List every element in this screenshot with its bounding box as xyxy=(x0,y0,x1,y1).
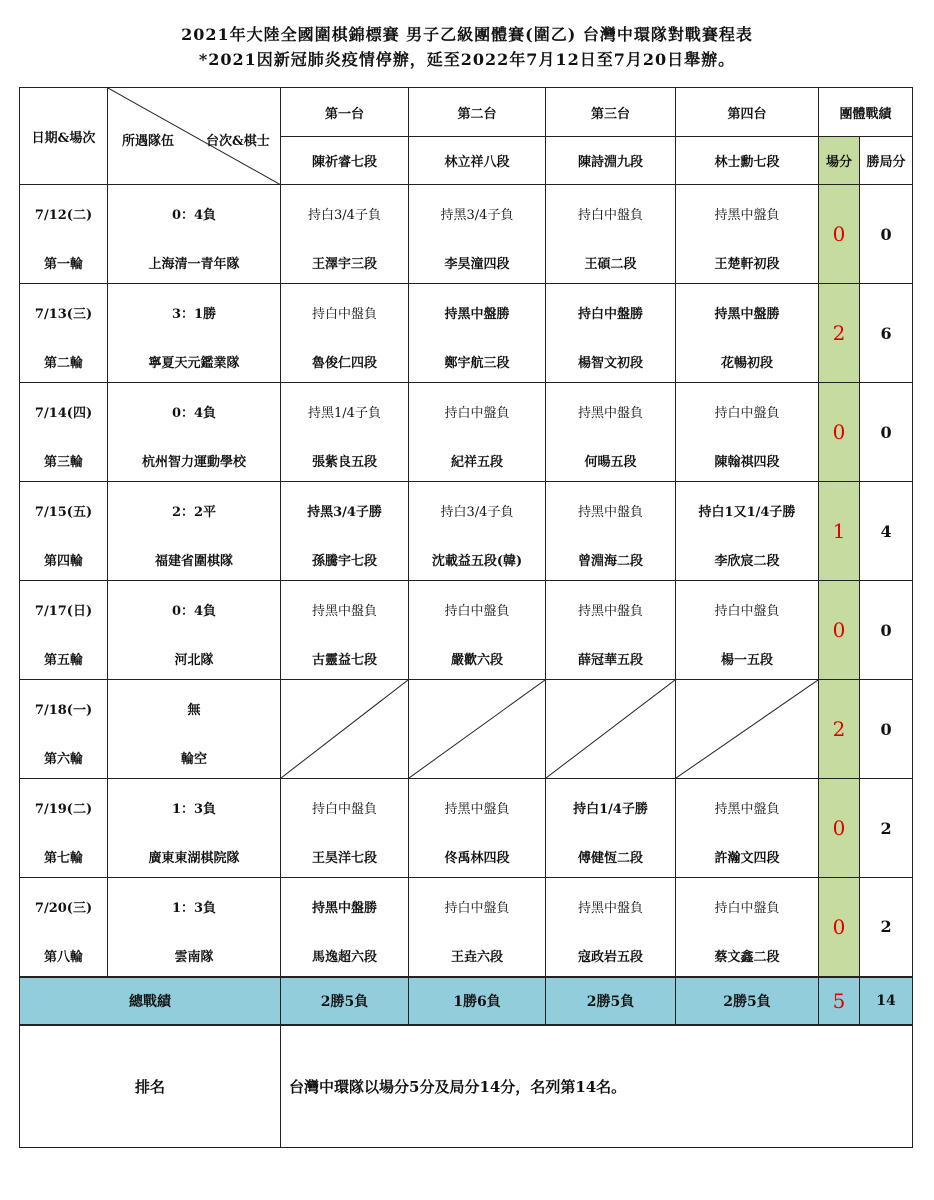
board-3-game xyxy=(546,878,676,977)
board-1-game xyxy=(281,680,409,779)
opponent-player: 王楚軒初段 xyxy=(714,257,780,272)
game-result: 持白中盤負 xyxy=(714,406,780,421)
game-result: 持白中盤負 xyxy=(714,604,780,619)
total-match-points: 5 xyxy=(832,988,846,1013)
opponent-player: 李欣宸二段 xyxy=(714,554,780,569)
match-points: 2 xyxy=(832,321,846,345)
board-2-game xyxy=(409,779,546,878)
header-match-points: 場分 xyxy=(819,137,860,185)
board-1-game xyxy=(281,779,409,878)
table-row xyxy=(20,383,913,482)
schedule-table xyxy=(19,87,913,1148)
table-row xyxy=(20,581,913,680)
date: 7/13(三) xyxy=(34,307,93,322)
game-result: 持黑中盤負 xyxy=(714,208,780,223)
opponent-player: 鄭宇航三段 xyxy=(444,356,510,371)
header-player-1: 陳祈睿七段 xyxy=(281,137,409,185)
total-match-points-cell xyxy=(819,977,860,1025)
date-round-cell xyxy=(20,878,108,977)
board-2-game xyxy=(409,482,546,581)
opponent-team: 福建省圍棋隊 xyxy=(154,554,233,569)
page-subtitle: *2021因新冠肺炎疫情停辦，延至2022年7月12日至7月20日舉辦。 xyxy=(198,50,736,69)
board-4-game xyxy=(676,284,819,383)
total-label: 總戰績 xyxy=(20,977,281,1025)
game-result: 持白3/4子負 xyxy=(308,208,381,223)
board-3-game xyxy=(546,779,676,878)
header-board-3: 第三台 xyxy=(546,88,676,137)
table-row xyxy=(20,779,913,878)
game-points-cell xyxy=(860,284,913,383)
game-result: 持黑中盤勝 xyxy=(444,307,510,322)
date: 7/17(日) xyxy=(34,604,93,619)
game-result: 持黑中盤勝 xyxy=(311,900,377,916)
board-4-game xyxy=(676,878,819,977)
opponent-player: 曾淵海二段 xyxy=(577,554,643,569)
match-points-cell xyxy=(819,878,860,977)
board-3-game xyxy=(546,581,676,680)
board-1-game xyxy=(281,284,409,383)
total-row xyxy=(20,977,913,1025)
opponent-player: 孫騰宇七段 xyxy=(311,554,377,569)
board-4-game xyxy=(676,482,819,581)
opponent-player: 沈載益五段(韓) xyxy=(431,554,523,569)
table-row xyxy=(20,878,913,977)
header-board-4: 第四台 xyxy=(676,88,819,137)
header-team-result: 團體戰績 xyxy=(819,88,913,137)
table-row xyxy=(20,284,913,383)
round: 第四輪 xyxy=(43,554,83,569)
opponent-cell xyxy=(108,185,281,284)
match-score: 3：1勝 xyxy=(171,307,217,322)
round: 第一輪 xyxy=(43,257,83,272)
page-title: 2021年大陸全國圍棋錦標賽 男子乙級團體賽(圍乙) 台灣中環隊對戰賽程表 xyxy=(181,25,753,44)
game-result: 持黑1/4子負 xyxy=(308,406,381,421)
opponent-cell xyxy=(108,284,281,383)
game-result: 持白中盤負 xyxy=(444,900,510,916)
match-points: 0 xyxy=(832,914,846,939)
date: 7/12(二) xyxy=(34,208,93,223)
game-result: 持黑中盤負 xyxy=(577,406,643,421)
round: 第八輪 xyxy=(43,949,83,965)
header-player-3: 陳詩淵九段 xyxy=(546,137,676,185)
match-points: 2 xyxy=(832,717,846,741)
board-2-game xyxy=(409,581,546,680)
opponent-player: 陳翰祺四段 xyxy=(714,455,780,470)
opponent-player: 王昊洋七段 xyxy=(311,851,377,866)
round: 第二輪 xyxy=(43,356,83,371)
date-round-cell xyxy=(20,185,108,284)
game-points: 0 xyxy=(880,422,892,442)
game-result: 持黑中盤負 xyxy=(444,802,510,817)
opponent-player: 張紫良五段 xyxy=(311,455,377,470)
game-points: 2 xyxy=(880,917,892,937)
opponent-player: 蔡文鑫二段 xyxy=(714,949,780,965)
game-points-cell xyxy=(860,779,913,878)
opponent-player: 佟禹林四段 xyxy=(444,851,510,866)
opponent-player: 王碩二段 xyxy=(584,257,637,272)
board-3-game xyxy=(546,284,676,383)
opponent-player: 寇政岩五段 xyxy=(577,949,643,965)
date-round-cell xyxy=(20,680,108,779)
opponent-player: 古靈益七段 xyxy=(311,653,377,668)
game-points-cell xyxy=(860,581,913,680)
opponent-player: 楊智文初段 xyxy=(577,356,643,371)
game-result: 持白中盤負 xyxy=(311,307,377,322)
board-4-game xyxy=(676,581,819,680)
game-result: 持白中盤負 xyxy=(577,208,643,223)
opponent-player: 馬逸超六段 xyxy=(311,949,377,965)
header-opponent: 所遇隊伍 xyxy=(122,134,175,149)
opponent-cell xyxy=(108,482,281,581)
match-points-cell xyxy=(819,185,860,284)
opponent-team: 廣東東湖棋院隊 xyxy=(148,851,240,866)
match-score: 1：3負 xyxy=(171,900,217,916)
game-result: 持黑中盤勝 xyxy=(714,307,780,322)
board-2-game xyxy=(409,680,546,779)
opponent-cell xyxy=(108,581,281,680)
game-points-cell xyxy=(860,482,913,581)
game-result: 持白中盤勝 xyxy=(577,307,643,322)
opponent-cell xyxy=(108,779,281,878)
opponent-player: 王澤宇三段 xyxy=(311,257,377,272)
game-points-cell xyxy=(860,878,913,977)
game-points: 0 xyxy=(880,620,892,640)
game-points-cell xyxy=(860,185,913,284)
opponent-team: 杭州智力運動學校 xyxy=(141,455,246,470)
opponent-cell xyxy=(108,680,281,779)
game-result: 持黑中盤負 xyxy=(714,802,780,817)
match-points: 1 xyxy=(832,519,846,543)
board-1-game xyxy=(281,878,409,977)
match-points: 0 xyxy=(832,420,846,444)
header-player-4: 林士勳七段 xyxy=(676,137,819,185)
opponent-player: 紀祥五段 xyxy=(450,455,503,470)
opponent-player: 傅健恆二段 xyxy=(577,851,643,866)
round: 第六輪 xyxy=(43,752,83,767)
table-row xyxy=(20,680,913,779)
game-result: 持黑3/4子負 xyxy=(440,208,514,223)
opponent-cell xyxy=(108,878,281,977)
match-score: 0：4負 xyxy=(171,208,217,223)
total-board-1: 2勝5負 xyxy=(281,977,409,1025)
game-points-cell xyxy=(860,680,913,779)
opponent-player: 嚴歡六段 xyxy=(450,653,503,668)
game-result: 持白中盤負 xyxy=(444,406,510,421)
game-points-cell xyxy=(860,383,913,482)
opponent-team: 上海清一青年隊 xyxy=(148,257,240,272)
match-score: 0：4負 xyxy=(171,604,217,619)
match-score: 無 xyxy=(187,703,201,718)
total-board-3: 2勝5負 xyxy=(546,977,676,1025)
board-2-game xyxy=(409,284,546,383)
game-result: 持黑中盤負 xyxy=(311,604,377,619)
match-points: 0 xyxy=(832,618,846,642)
board-3-game xyxy=(546,383,676,482)
date-round-cell xyxy=(20,581,108,680)
opponent-player: 李昊潼四段 xyxy=(444,257,510,272)
match-points: 0 xyxy=(832,816,846,840)
opponent-cell xyxy=(108,383,281,482)
board-1-game xyxy=(281,581,409,680)
header-player-2: 林立祥八段 xyxy=(409,137,546,185)
game-points: 6 xyxy=(880,323,892,343)
ranking-row xyxy=(20,1025,913,1148)
round: 第五輪 xyxy=(43,653,83,668)
game-points: 0 xyxy=(880,224,892,244)
game-result: 持白中盤負 xyxy=(444,604,510,619)
ranking-text: 台灣中環隊以場分5分及局分14分，名列第14名。 xyxy=(281,1025,913,1148)
header-board-2: 第二台 xyxy=(409,88,546,137)
opponent-player: 許瀚文四段 xyxy=(714,851,780,866)
board-2-game xyxy=(409,878,546,977)
header-board-player: 台次&棋士 xyxy=(206,134,270,149)
date: 7/18(一) xyxy=(34,703,93,718)
board-3-game xyxy=(546,185,676,284)
game-result: 持黑中盤負 xyxy=(577,604,643,619)
date-round-cell xyxy=(20,779,108,878)
opponent-player: 楊一五段 xyxy=(720,653,773,668)
match-points-cell xyxy=(819,779,860,878)
game-points: 2 xyxy=(880,818,892,838)
game-result: 持白1/4子勝 xyxy=(573,802,648,817)
game-result: 持黑中盤負 xyxy=(577,505,643,520)
match-points: 0 xyxy=(832,222,846,246)
game-result: 持黑3/4子勝 xyxy=(307,505,382,520)
board-3-game xyxy=(546,482,676,581)
match-points-cell xyxy=(819,482,860,581)
date: 7/15(五) xyxy=(34,505,93,520)
match-score: 2：2平 xyxy=(171,505,217,520)
date: 7/14(四) xyxy=(34,406,93,421)
board-1-game xyxy=(281,482,409,581)
date: 7/19(二) xyxy=(34,802,93,817)
table-row xyxy=(20,185,913,284)
game-result: 持白1又1/4子勝 xyxy=(698,505,796,520)
table-row xyxy=(20,482,913,581)
match-points-cell xyxy=(819,680,860,779)
opponent-team: 輪空 xyxy=(180,752,207,767)
game-result: 持白中盤負 xyxy=(311,802,377,817)
round: 第三輪 xyxy=(43,455,83,470)
opponent-team: 河北隊 xyxy=(174,653,214,668)
opponent-player: 薛冠華五段 xyxy=(577,653,643,668)
board-4-game xyxy=(676,185,819,284)
header-date-round: 日期&場次 xyxy=(20,88,108,185)
board-1-game xyxy=(281,185,409,284)
total-game-points: 14 xyxy=(860,977,913,1025)
date-round-cell xyxy=(20,383,108,482)
date-round-cell xyxy=(20,482,108,581)
round: 第七輪 xyxy=(43,851,83,866)
match-score: 1：3負 xyxy=(171,802,217,817)
game-result: 持黑中盤負 xyxy=(577,900,643,916)
opponent-player: 王垚六段 xyxy=(450,949,503,965)
match-points-cell xyxy=(819,284,860,383)
header-diagonal-cell xyxy=(108,88,281,185)
opponent-team: 寧夏天元鑑業隊 xyxy=(148,356,240,371)
match-points-cell xyxy=(819,581,860,680)
date: 7/20(三) xyxy=(34,900,93,916)
total-board-4: 2勝5負 xyxy=(676,977,819,1025)
board-2-game xyxy=(409,383,546,482)
opponent-player: 花暢初段 xyxy=(720,356,773,371)
game-result: 持白3/4子負 xyxy=(440,505,514,520)
opponent-player: 何暘五段 xyxy=(584,455,637,470)
board-4-game xyxy=(676,680,819,779)
total-board-2: 1勝6負 xyxy=(409,977,546,1025)
board-4-game xyxy=(676,779,819,878)
ranking-label: 排名 xyxy=(20,1025,281,1148)
opponent-team: 雲南隊 xyxy=(174,949,214,965)
board-1-game xyxy=(281,383,409,482)
date-round-cell xyxy=(20,284,108,383)
header-board-1: 第一台 xyxy=(281,88,409,137)
game-result: 持白中盤負 xyxy=(714,900,780,916)
board-2-game xyxy=(409,185,546,284)
game-points: 0 xyxy=(880,719,892,739)
game-points: 4 xyxy=(880,521,892,541)
match-score: 0：4負 xyxy=(171,406,217,421)
board-4-game xyxy=(676,383,819,482)
board-3-game xyxy=(546,680,676,779)
match-points-cell xyxy=(819,383,860,482)
header-game-points: 勝局分 xyxy=(860,137,913,185)
opponent-player: 魯俊仁四段 xyxy=(311,356,377,371)
